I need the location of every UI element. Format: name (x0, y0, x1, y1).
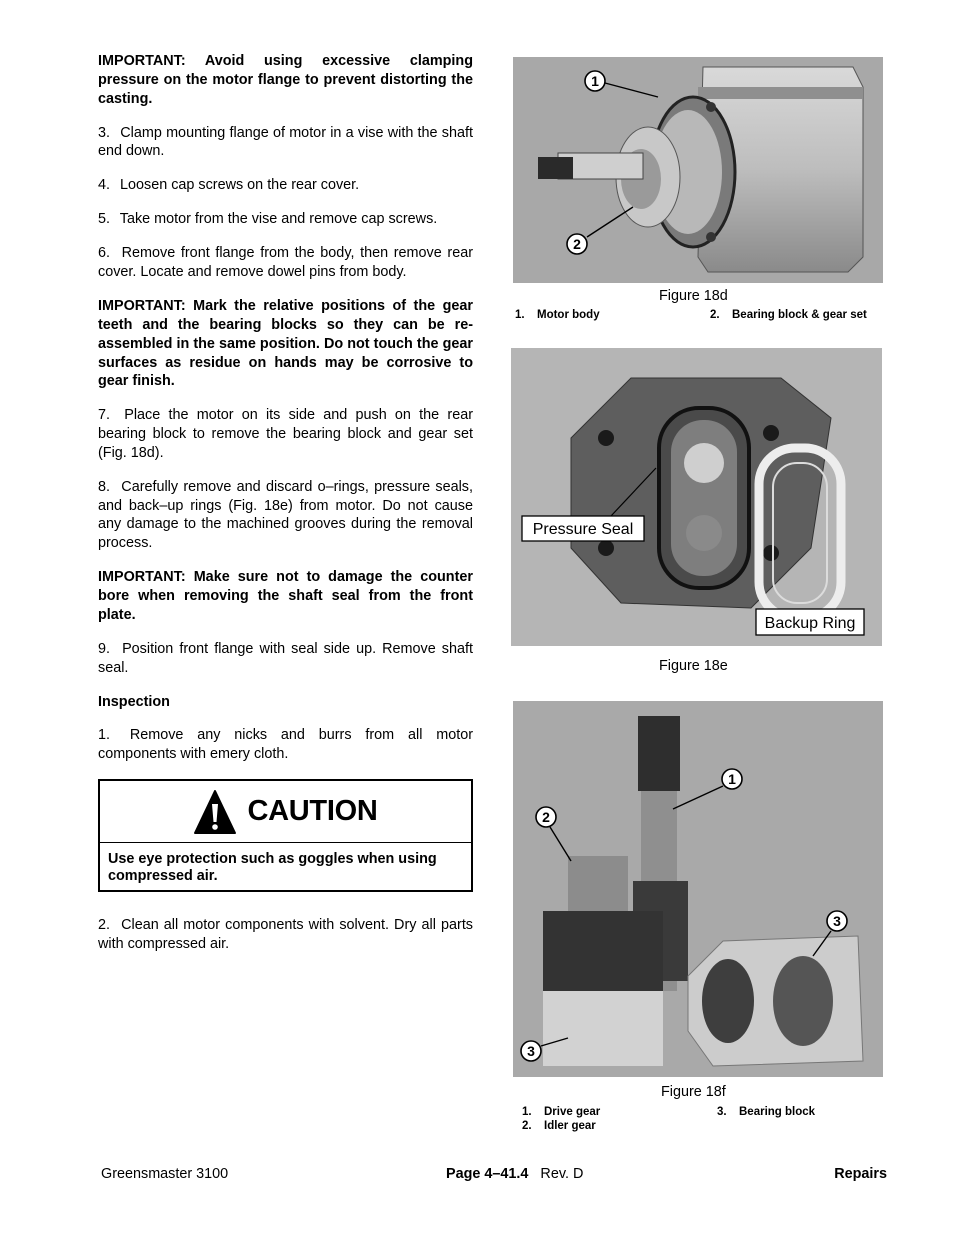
step-8: 8. Carefully remove and discard o–rings, pressure seals, and back–up rings (Fig. 18e) from motor. Do not cause any damage to the machined grooves during the removal process. (98, 478, 473, 552)
footer-revision: Rev. D (540, 1166, 584, 1182)
pressure-seal-label: Pressure Seal (532, 521, 634, 538)
inspection-step-2: 2. Clean all motor components with solvent. Dry all parts with compressed air. (98, 917, 474, 952)
important-note-counter-bore: IMPORTANT: Make sure not to damage the counter bore when removing the shaft seal from the front plate. (98, 569, 473, 623)
figure-18f-legend-1: 1. Drive gear (522, 1106, 601, 1118)
important-note-clamping: IMPORTANT: Avoid using excessive clamping pressure on the motor flange to prevent distorting the casting. (98, 53, 473, 107)
callout-2: 2 (542, 809, 550, 825)
figure-18d-legend-2: 2. Bearing block & gear set (710, 309, 867, 321)
warning-triangle-icon (193, 789, 237, 835)
callout-1: 1 (728, 771, 736, 787)
callout-2: 2 (573, 236, 581, 252)
caution-header (100, 781, 471, 843)
inspection-heading: Inspection (98, 693, 170, 710)
backup-ring-label: Backup Ring (764, 615, 856, 632)
figure-18f-callouts (513, 701, 883, 1077)
step-7: 7. Place the motor on its side and push on the rear bearing block to remove the bearing block and gear set (Fig. 18d). (98, 407, 474, 461)
figure-18d-callouts (513, 57, 883, 283)
figure-18f-caption: Figure 18f (661, 1084, 726, 1100)
figure-18e-labels (511, 348, 882, 646)
inspection-step-1: 1. Remove any nicks and burrs from all motor components with emery cloth. (98, 727, 474, 763)
callout-1: 1 (591, 73, 599, 89)
callout-3: 3 (833, 913, 841, 929)
important-note-gear-positions: IMPORTANT: Mark the relative positions of the gear teeth and the bearing blocks so they can be re-assembled in the same position. Do not touch the gear surfaces as residue on hands may be corrosive to gear finish. (98, 298, 473, 390)
figure-18f-legend-2: 2. Idler gear (522, 1120, 596, 1132)
footer-manual-title: Greensmaster 3100 (101, 1166, 229, 1182)
step-4: 4. Loosen cap screws on the rear cover. (98, 177, 360, 194)
callout-3-lower: 3 (527, 1043, 535, 1059)
step-9: 9. Position front flange with seal side up. Remove shaft seal. (98, 640, 473, 676)
footer-page-number: Page 4–41.4 (446, 1166, 529, 1182)
caution-title: CAUTION (247, 795, 378, 828)
caution-box (98, 779, 473, 892)
footer-section: Repairs (834, 1166, 887, 1182)
figure-18f-legend-3: 3. Bearing block (717, 1106, 816, 1118)
left-column (98, 52, 473, 969)
figure-18d-caption: Figure 18d (659, 288, 728, 304)
figure-18d-legend-1: 1. Motor body (515, 309, 600, 321)
figure-18e-caption: Figure 18e (659, 658, 728, 674)
step-5: 5. Take motor from the vise and remove cap screws. (98, 211, 438, 228)
step-6: 6. Remove front flange from the body, then remove rear cover. Locate and remove dowel pins from body. (98, 245, 473, 281)
footer-page-info (446, 1166, 583, 1182)
step-3: 3. Clamp mounting flange of motor in a vise with the shaft end down. (98, 124, 474, 160)
caution-text: Use eye protection such as goggles when using compressed air. (108, 851, 437, 885)
